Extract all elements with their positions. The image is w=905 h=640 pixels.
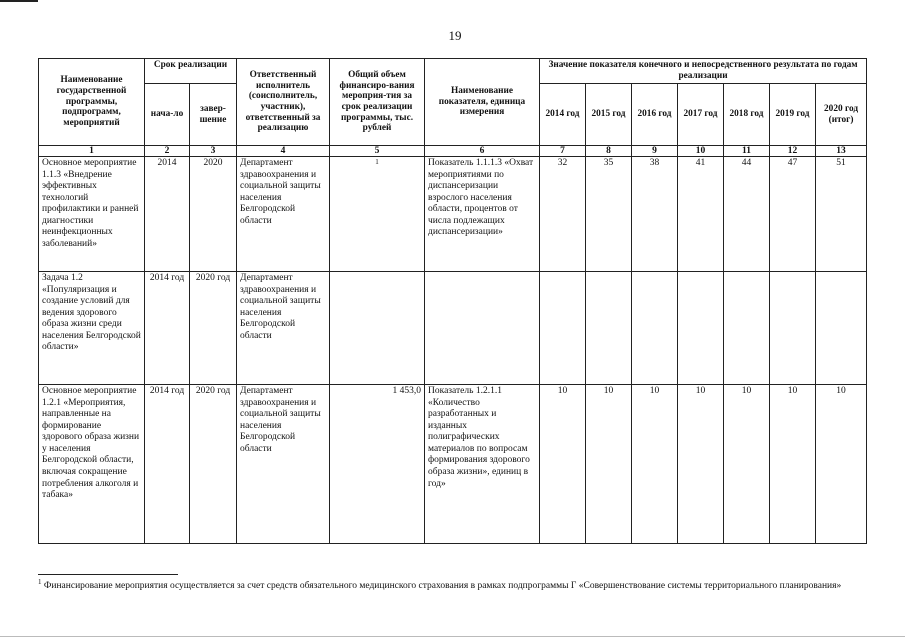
- row-value: [770, 272, 816, 385]
- column-number: 5: [330, 146, 425, 157]
- row-end: 2020: [190, 157, 237, 272]
- column-number: 3: [190, 146, 237, 157]
- column-number: 7: [540, 146, 586, 157]
- column-number-row: [39, 146, 867, 157]
- footnote-divider: [38, 574, 178, 575]
- header-year: 2019 год: [770, 84, 816, 146]
- row-executor: Департамент здравоохранения и социальной защиты населения Белгородской области: [237, 385, 330, 544]
- row-name: Основное мероприятие 1.1.3 «Внедрение эффективных технологий профилактики и ранней диагностики неинфекционных заболеваний»: [39, 157, 145, 272]
- row-executor: Департамент здравоохранения и социальной защиты населения Белгородской области: [237, 272, 330, 385]
- footnote-number: 1: [38, 578, 42, 586]
- header-program-name: Наименование государственной программы, подпрограмм, мероприятий: [39, 59, 145, 146]
- row-value: 10: [678, 385, 724, 544]
- row-value: 32: [540, 157, 586, 272]
- row-value: 10: [586, 385, 632, 544]
- header-financing: Общий объем финансиро-вания мероприя-тия за срок реализации программы, тыс. рублей: [330, 59, 425, 146]
- row-value: 38: [632, 157, 678, 272]
- row-value: 35: [586, 157, 632, 272]
- row-value: 10: [540, 385, 586, 544]
- row-value: [678, 272, 724, 385]
- header-indicator-name: Наименование показателя, единица измерения: [425, 59, 540, 146]
- row-value: 44: [724, 157, 770, 272]
- row-value: 51: [816, 157, 867, 272]
- footnote-mark: 1: [375, 158, 379, 166]
- column-number: 9: [632, 146, 678, 157]
- row-value: [632, 272, 678, 385]
- row-value: [586, 272, 632, 385]
- header-year: 2020 год (итог): [816, 84, 867, 146]
- column-number: 6: [425, 146, 540, 157]
- footnote-text: Финансирование мероприятия осуществляется за счет средств обязательного медицинского страхования в рамках подпрограммы Г «Совершенствование системы территориального планирования»: [43, 581, 842, 592]
- column-number: 4: [237, 146, 330, 157]
- footnote: [38, 578, 886, 593]
- header-year: 2015 год: [586, 84, 632, 146]
- header-indicator-values: Значение показателя конечного и непосредственного результата по годам реализации: [540, 59, 867, 84]
- row-value: [816, 272, 867, 385]
- row-name: Основное мероприятие 1.2.1 «Мероприятия, направленные на формирование здорового образа жизни у населения Белгородской области, включая сокращение потребления алкоголя и табака»: [39, 385, 145, 544]
- row-value: [724, 272, 770, 385]
- column-number: 12: [770, 146, 816, 157]
- header-year: 2018 год: [724, 84, 770, 146]
- column-number: 11: [724, 146, 770, 157]
- row-value: 10: [816, 385, 867, 544]
- row-financing: [330, 272, 425, 385]
- header-term-end: завер-шение: [190, 84, 237, 146]
- column-number: 2: [145, 146, 190, 157]
- row-value: 41: [678, 157, 724, 272]
- column-number: 1: [39, 146, 145, 157]
- row-indicator: Показатель 1.1.1.3 «Охват мероприятиями по диспансеризации взрослого населения области, процентов от числа подлежащих диспансеризации»: [425, 157, 540, 272]
- row-financing: [330, 157, 425, 272]
- row-indicator: Показатель 1.2.1.1 «Количество разработанных и изданных полиграфических материалов по вопросам формирования здорового образа жизни», единиц в год»: [425, 385, 540, 544]
- header-year: 2016 год: [632, 84, 678, 146]
- row-value: 10: [632, 385, 678, 544]
- row-indicator: [425, 272, 540, 385]
- row-start: 2014 год: [145, 385, 190, 544]
- bottom-edge-line: [0, 636, 905, 637]
- table-row: [39, 385, 867, 544]
- header-executor: Ответственный исполнитель (соисполнитель, участник), ответственный за реализацию: [237, 59, 330, 146]
- page-number: 19: [448, 28, 462, 43]
- column-number: 8: [586, 146, 632, 157]
- row-end: 2020 год: [190, 385, 237, 544]
- table-row: [39, 157, 867, 272]
- header-term-start: нача-ло: [145, 84, 190, 146]
- row-value: 10: [724, 385, 770, 544]
- header-term: Срок реализации: [145, 59, 237, 84]
- row-name: Задача 1.2 «Популяризация и создание условий для ведения здорового образа жизни среди населения Белгородской области»: [39, 272, 145, 385]
- table-row: [39, 272, 867, 385]
- header-year: 2014 год: [540, 84, 586, 146]
- row-executor: Департамент здравоохранения и социальной защиты населения Белгородской области: [237, 157, 330, 272]
- row-value: 10: [770, 385, 816, 544]
- row-start: 2014 год: [145, 272, 190, 385]
- column-number: 13: [816, 146, 867, 157]
- program-table: [38, 58, 867, 544]
- row-start: 2014: [145, 157, 190, 272]
- row-value: [540, 272, 586, 385]
- row-financing: 1 453,0: [330, 385, 425, 544]
- top-edge-line: [0, 0, 38, 2]
- column-number: 10: [678, 146, 724, 157]
- header-year: 2017 год: [678, 84, 724, 146]
- row-value: 47: [770, 157, 816, 272]
- row-end: 2020 год: [190, 272, 237, 385]
